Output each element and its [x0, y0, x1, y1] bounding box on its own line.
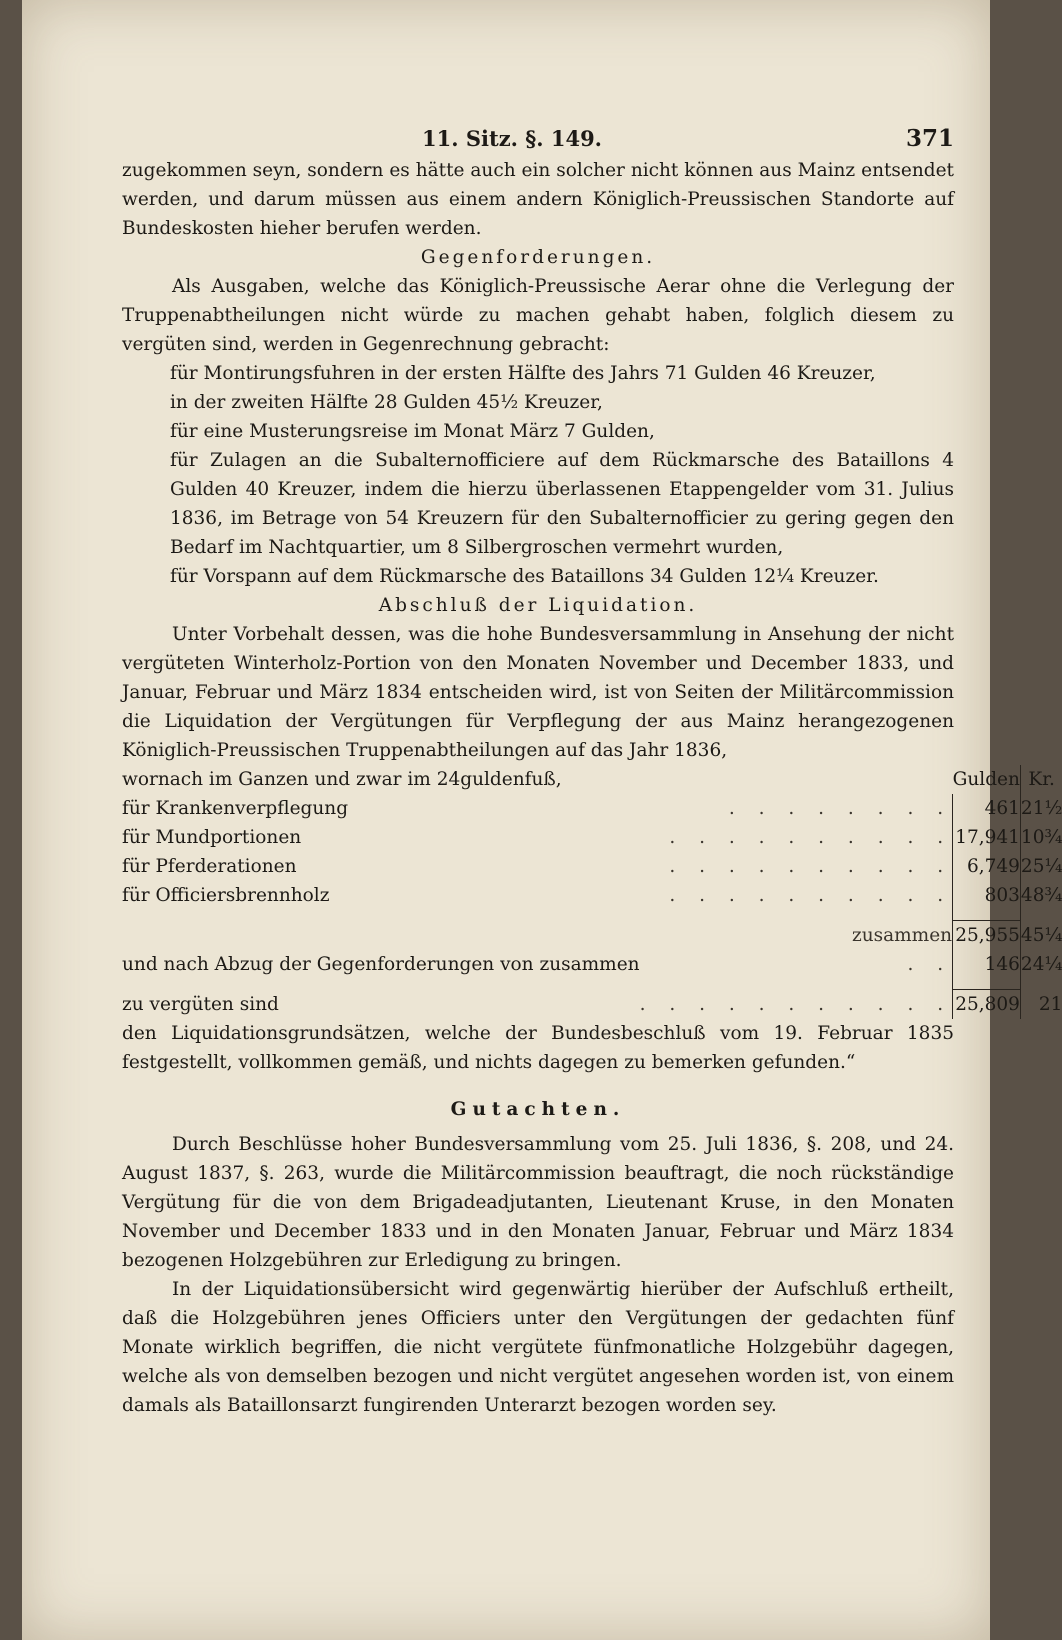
abschluss-heading: Abschluß der Liquidation.: [378, 595, 698, 616]
leader-dots: . .: [907, 954, 953, 975]
document-page: [22, 0, 1062, 1640]
gegenforderungen-text: Als Ausgaben, welche das Königlich-Preussische Aerar ohne die Verlegung der Truppenabtheilungen nicht würde zu machen gehabt haben, folglich diesem zu vergüten sind, werden in Gegenrechnung gebracht:: [122, 276, 954, 355]
item-montirungsfuhren: für Montirungsfuhren in der ersten Hälfte des Jahrs 71 Gulden 46 Kreuzer,: [170, 363, 876, 384]
col-kreuzer-header: Kr.: [1028, 769, 1055, 790]
deduction-kreuzer: 24¼: [1020, 954, 1062, 975]
deduction-label: und nach Abzug der Gegenforderungen von zusammen: [122, 954, 640, 975]
leader-dots: . . . . . . . . . . .: [639, 994, 953, 1015]
row-label: für Pferderationen: [122, 856, 297, 877]
row-kreuzer: 25¼: [1020, 856, 1062, 877]
gutachten-heading: Gutachten.: [450, 1099, 626, 1120]
row-gulden: 6,749: [953, 852, 1021, 881]
item-zweite-haelfte: in der zweiten Hälfte 28 Gulden 45½ Kreuzer,: [170, 392, 603, 413]
total-kreuzer: 45¼: [1020, 925, 1062, 946]
table-row: [122, 881, 1062, 910]
leader-dots: . . . . . . . . . .: [669, 885, 953, 906]
table-row: [122, 823, 1062, 852]
page-header: [122, 124, 954, 156]
row-label: für Krankenverpflegung: [122, 798, 349, 819]
total-row: [122, 921, 1062, 951]
table-header-row: [122, 765, 1062, 794]
gutachten-paragraph-2: In der Liquidationsübersicht wird gegenwärtig hierüber der Aufschluß ertheilt, daß die Holzgebühren jenes Officiers unter den Vergütungen der gedachten fünf Monate wirklich begriffen, die nicht vergütete fünfmonatliche Holzgebühr dagegen, welche als von demselben bezogen und nicht vergütet angesehen worden ist, von einem damals als Bataillonsarzt fungirenden Unterarzt bezogen worden sey.: [122, 1279, 954, 1416]
final-row: [122, 990, 1062, 1020]
total-gulden: 25,955: [953, 921, 1021, 951]
final-kreuzer: 21: [1038, 994, 1062, 1015]
row-kreuzer: 21½: [1020, 798, 1062, 819]
item-zulagen: für Zulagen an die Subalternofficiere auf dem Rückmarsche des Bataillons 4 Gulden 40 Kreuzer, indem die hierzu überlassenen Etappengelder vom 31. Julius 1836, im Betrage von 54 Kreuzern für den Subalternofficier zu gering gegen den Bedarf im Nachtquartier, um 8 Silbergroschen vermehrt wurden,: [170, 450, 954, 558]
row-kreuzer: 48¾: [1020, 885, 1062, 906]
leader-dots: . . . . . . . .: [728, 798, 953, 819]
item-vorspann: für Vorspann auf dem Rückmarsche des Bataillons 34 Gulden 12¼ Kreuzer.: [170, 566, 879, 587]
col-gulden-header: Gulden: [953, 765, 1021, 794]
total-label: zusammen: [851, 925, 953, 946]
row-label: für Mundportionen: [122, 827, 302, 848]
deduction-row: [122, 950, 1062, 979]
abschluss-text: Unter Vorbehalt dessen, was die hohe Bundesversammlung in Ansehung der nicht vergüteten Winterholz-Portion von den Monaten November und December 1833, und Januar, Februar und März 1834 entscheiden wird, ist von Seiten der Militärcommission die Liquidation der Vergütungen für Verpflegung der aus Mainz herangezogenen Königlich-Preussischen Truppenabtheilungen auf das Jahr 1836,: [122, 624, 954, 761]
leader-dots: . . . . . . . . . .: [669, 827, 953, 848]
gegenforderungen-heading: Gegenforderungen.: [420, 247, 656, 268]
row-gulden: 461: [953, 794, 1021, 823]
ledger-intro-label: wornach im Ganzen und zwar im 24guldenfuß,: [122, 769, 562, 790]
liquidation-table: [122, 765, 1062, 1019]
row-gulden: 803: [953, 881, 1021, 910]
session-reference: 11. Sitz. §. 149.: [422, 126, 602, 151]
row-gulden: 17,941: [953, 823, 1021, 852]
table-row: [122, 852, 1062, 881]
row-label: für Officiersbrennholz: [122, 885, 330, 906]
gutachten-paragraph-1: Durch Beschlüsse hoher Bundesversammlung vom 25. Juli 1836, §. 208, und 24. August 1837, §. 263, wurde die Militärcommission beauftragt, die noch rückständige Vergütung für die von dem Brigadeadjutanten, Lieutenant Kruse, in den Monaten November und December 1833 und in den Monaten Januar, Februar und März 1834 bezogenen Holzgebühren zur Erledigung zu bringen.: [122, 1134, 954, 1271]
final-label: zu vergüten sind: [122, 994, 279, 1015]
row-kreuzer: 10¾: [1020, 827, 1062, 848]
closing-paragraph: den Liquidationsgrundsätzen, welche der Bundesbeschluß vom 19. Februar 1835 festgestellt, vollkommen gemäß, und nichts dagegen zu bemerken gefunden.“: [122, 1023, 954, 1073]
table-row: [122, 794, 1062, 823]
final-gulden: 25,809: [953, 990, 1021, 1020]
deduction-gulden: 146: [953, 950, 1021, 979]
item-musterungsreise: für eine Musterungsreise im Monat März 7 Gulden,: [170, 421, 655, 442]
page-number: 371: [905, 125, 954, 152]
leader-dots: . . . . . . . . . .: [669, 856, 953, 877]
intro-paragraph: zugekommen seyn, sondern es hätte auch ein solcher nicht können aus Mainz entsendet werden, und darum müssen aus einem andern Königlich-Preussischen Standorte auf Bundeskosten hieher berufen werden.: [122, 160, 954, 239]
